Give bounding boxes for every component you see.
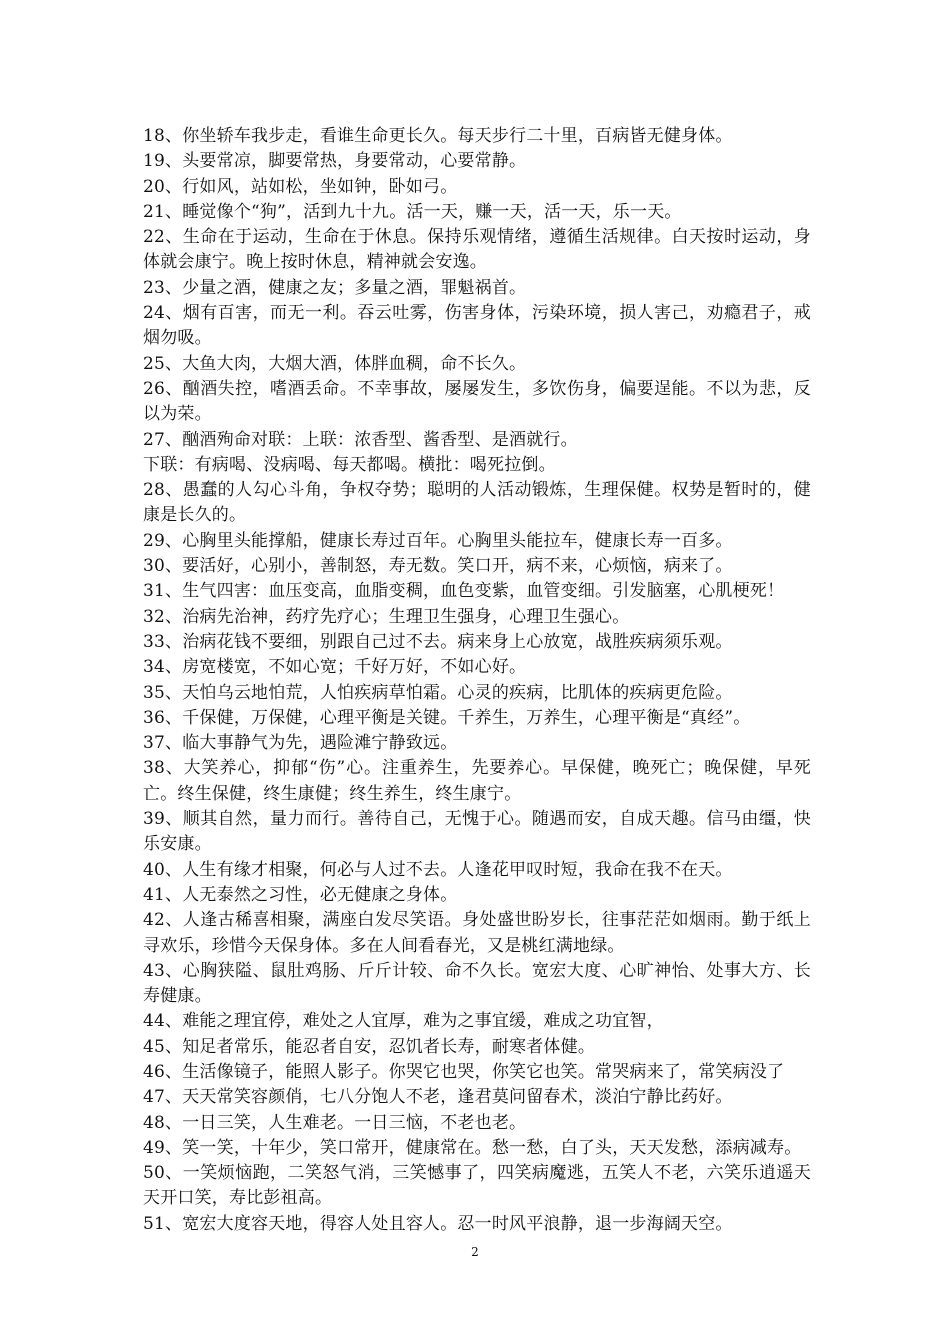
entry-47: 47、天天常笑容颜俏，七八分饱人不老，逢君莫问留春术，淡泊宁静比药好。 xyxy=(143,1087,733,1108)
entry-46: 46、生活像镜子，能照人影子。你哭它也哭，你笑它也笑。常哭病来了，常笑病没了 xyxy=(143,1061,785,1082)
entry-36: 36、千保健，万保健，心理平衡是关键。千养生，万养生，心理平衡是“真经”。 xyxy=(143,707,751,728)
entry-37: 37、临大事静气为先，遇险滩宁静致远。 xyxy=(143,733,458,754)
entry-41: 41、人无泰然之习性，必无健康之身体。 xyxy=(143,884,458,905)
entry-39: 39、顺其自然，量力而行。善待自己，无愧于心。随遇而安，自成天趣。信马由缰，快乐安康。 xyxy=(143,809,811,855)
entry-48: 48、一日三笑，人生难老。一日三恼，不老也老。 xyxy=(143,1112,527,1133)
entry-28: 28、愚蠢的人勾心斗角，争权夺势；聪明的人活动锻炼，生理保健。权势是暂时的，健康是长久的。 xyxy=(143,480,811,526)
entry-42: 42、人逢古稀喜相聚，满座白发尽笑语。身处盛世盼岁长，往事茫茫如烟雨。勤于纸上寻欢乐，珍惜今天保身体。多在人间看春光，又是桃红满地绿。 xyxy=(143,910,811,956)
entry-40: 40、人生有缘才相聚，何必与人过不去。人逢花甲叹时短，我命在我不在天。 xyxy=(143,859,733,880)
entry-32: 32、治病先治神，药疗先疗心；生理卫生强身，心理卫生强心。 xyxy=(143,606,630,627)
entry-33: 33、治病花钱不要细，别跟自己过不去。病来身上心放宽，战胜疾病须乐观。 xyxy=(143,631,733,652)
entry-50: 50、一笑烦恼跑，二笑怒气消，三笑憾事了，四笑病魔逃，五笑人不老，六笑乐逍遥天天开口笑，寿比彭祖高。 xyxy=(143,1163,811,1209)
entry-20: 20、行如风，站如松，坐如钟，卧如弓。 xyxy=(143,176,458,197)
entry-18: 18、你坐轿车我步走，看谁生命更长久。每天步行二十里，百病皆无健身体。 xyxy=(143,126,733,146)
entry-51: 51、宽宏大度容天地，得容人处且容人。忍一时风平浪静，退一步海阔天空。 xyxy=(143,1213,733,1234)
entry-22: 22、生命在于运动，生命在于休息。保持乐观情绪，遵循生活规律。白天按时运动，身体就会康宁。晚上按时休息，精神就会安逸。 xyxy=(143,227,811,273)
entry-44: 44、难能之理宜停，难处之人宜厚，难为之事宜缓，难成之功宜智， xyxy=(143,1011,664,1032)
page-number: 2 xyxy=(471,1245,479,1259)
entry-27-lower-couplet: 下联：有病喝、没病喝、每天都喝。横批：喝死拉倒。 xyxy=(143,454,556,475)
entry-26: 26、酗酒失控，嗜酒丢命。不幸事故，屡屡发生，多饮伤身，偏要逞能。不以为悲，反以为荣。 xyxy=(143,378,811,425)
entry-29: 29、心胸里头能撑船，健康长寿过百年。心胸里头能拉车，健康长寿一百多。 xyxy=(143,530,733,551)
entry-31: 31、生气四害：血压变高，血脂变稠，血色变紫，血管变细。引发脑塞，心肌梗死！ xyxy=(143,581,785,602)
entry-25: 25、大鱼大肉，大烟大酒，体胖血稠，命不长久。 xyxy=(143,353,527,374)
entry-45: 45、知足者常乐，能忍者自安，忍饥者长寿，耐寒者体健。 xyxy=(143,1036,596,1057)
entry-23: 23、少量之酒，健康之友；多量之酒，罪魁祸首。 xyxy=(143,277,527,298)
entry-38: 38、大笑养心，抑郁“伤”心。注重养生，先要养心。早保健，晚死亡；晚保健，早死亡。终生保健，终生康健；终生养生，终生康宁。 xyxy=(143,758,811,804)
entry-24: 24、烟有百害，而无一利。吞云吐雾，伤害身体，污染环境，损人害己，劝瘾君子，戒烟勿吸。 xyxy=(143,303,811,349)
entry-30: 30、要活好，心别小，善制怒，寿无数。笑口开，病不来，心烦恼，病来了。 xyxy=(143,556,733,577)
entry-35: 35、天怕乌云地怕荒，人怕疾病草怕霜。心灵的疾病，比肌体的疾病更危险。 xyxy=(143,682,733,703)
entry-21: 21、睡觉像个“狗”，活到九十九。活一天，赚一天，活一天，乐一天。 xyxy=(143,201,682,222)
entry-43: 43、心胸狭隘、鼠肚鸡肠、斤斤计较、命不久长。宽宏大度、心旷神怡、处事大方、长寿健康。 xyxy=(143,960,811,1007)
entry-19: 19、头要常凉，脚要常热，身要常动，心要常静。 xyxy=(143,151,527,172)
entry-34: 34、房宽楼宽，不如心宽；千好万好，不如心好。 xyxy=(143,657,527,678)
entry-49: 49、笑一笑，十年少，笑口常开，健康常在。愁一愁，白了头，天天发愁，添病减寿。 xyxy=(143,1137,802,1158)
entry-27-upper-couplet: 27、酗酒殉命对联：上联：浓香型、酱香型、是酒就行。 xyxy=(143,429,578,450)
document-body xyxy=(143,124,811,1237)
